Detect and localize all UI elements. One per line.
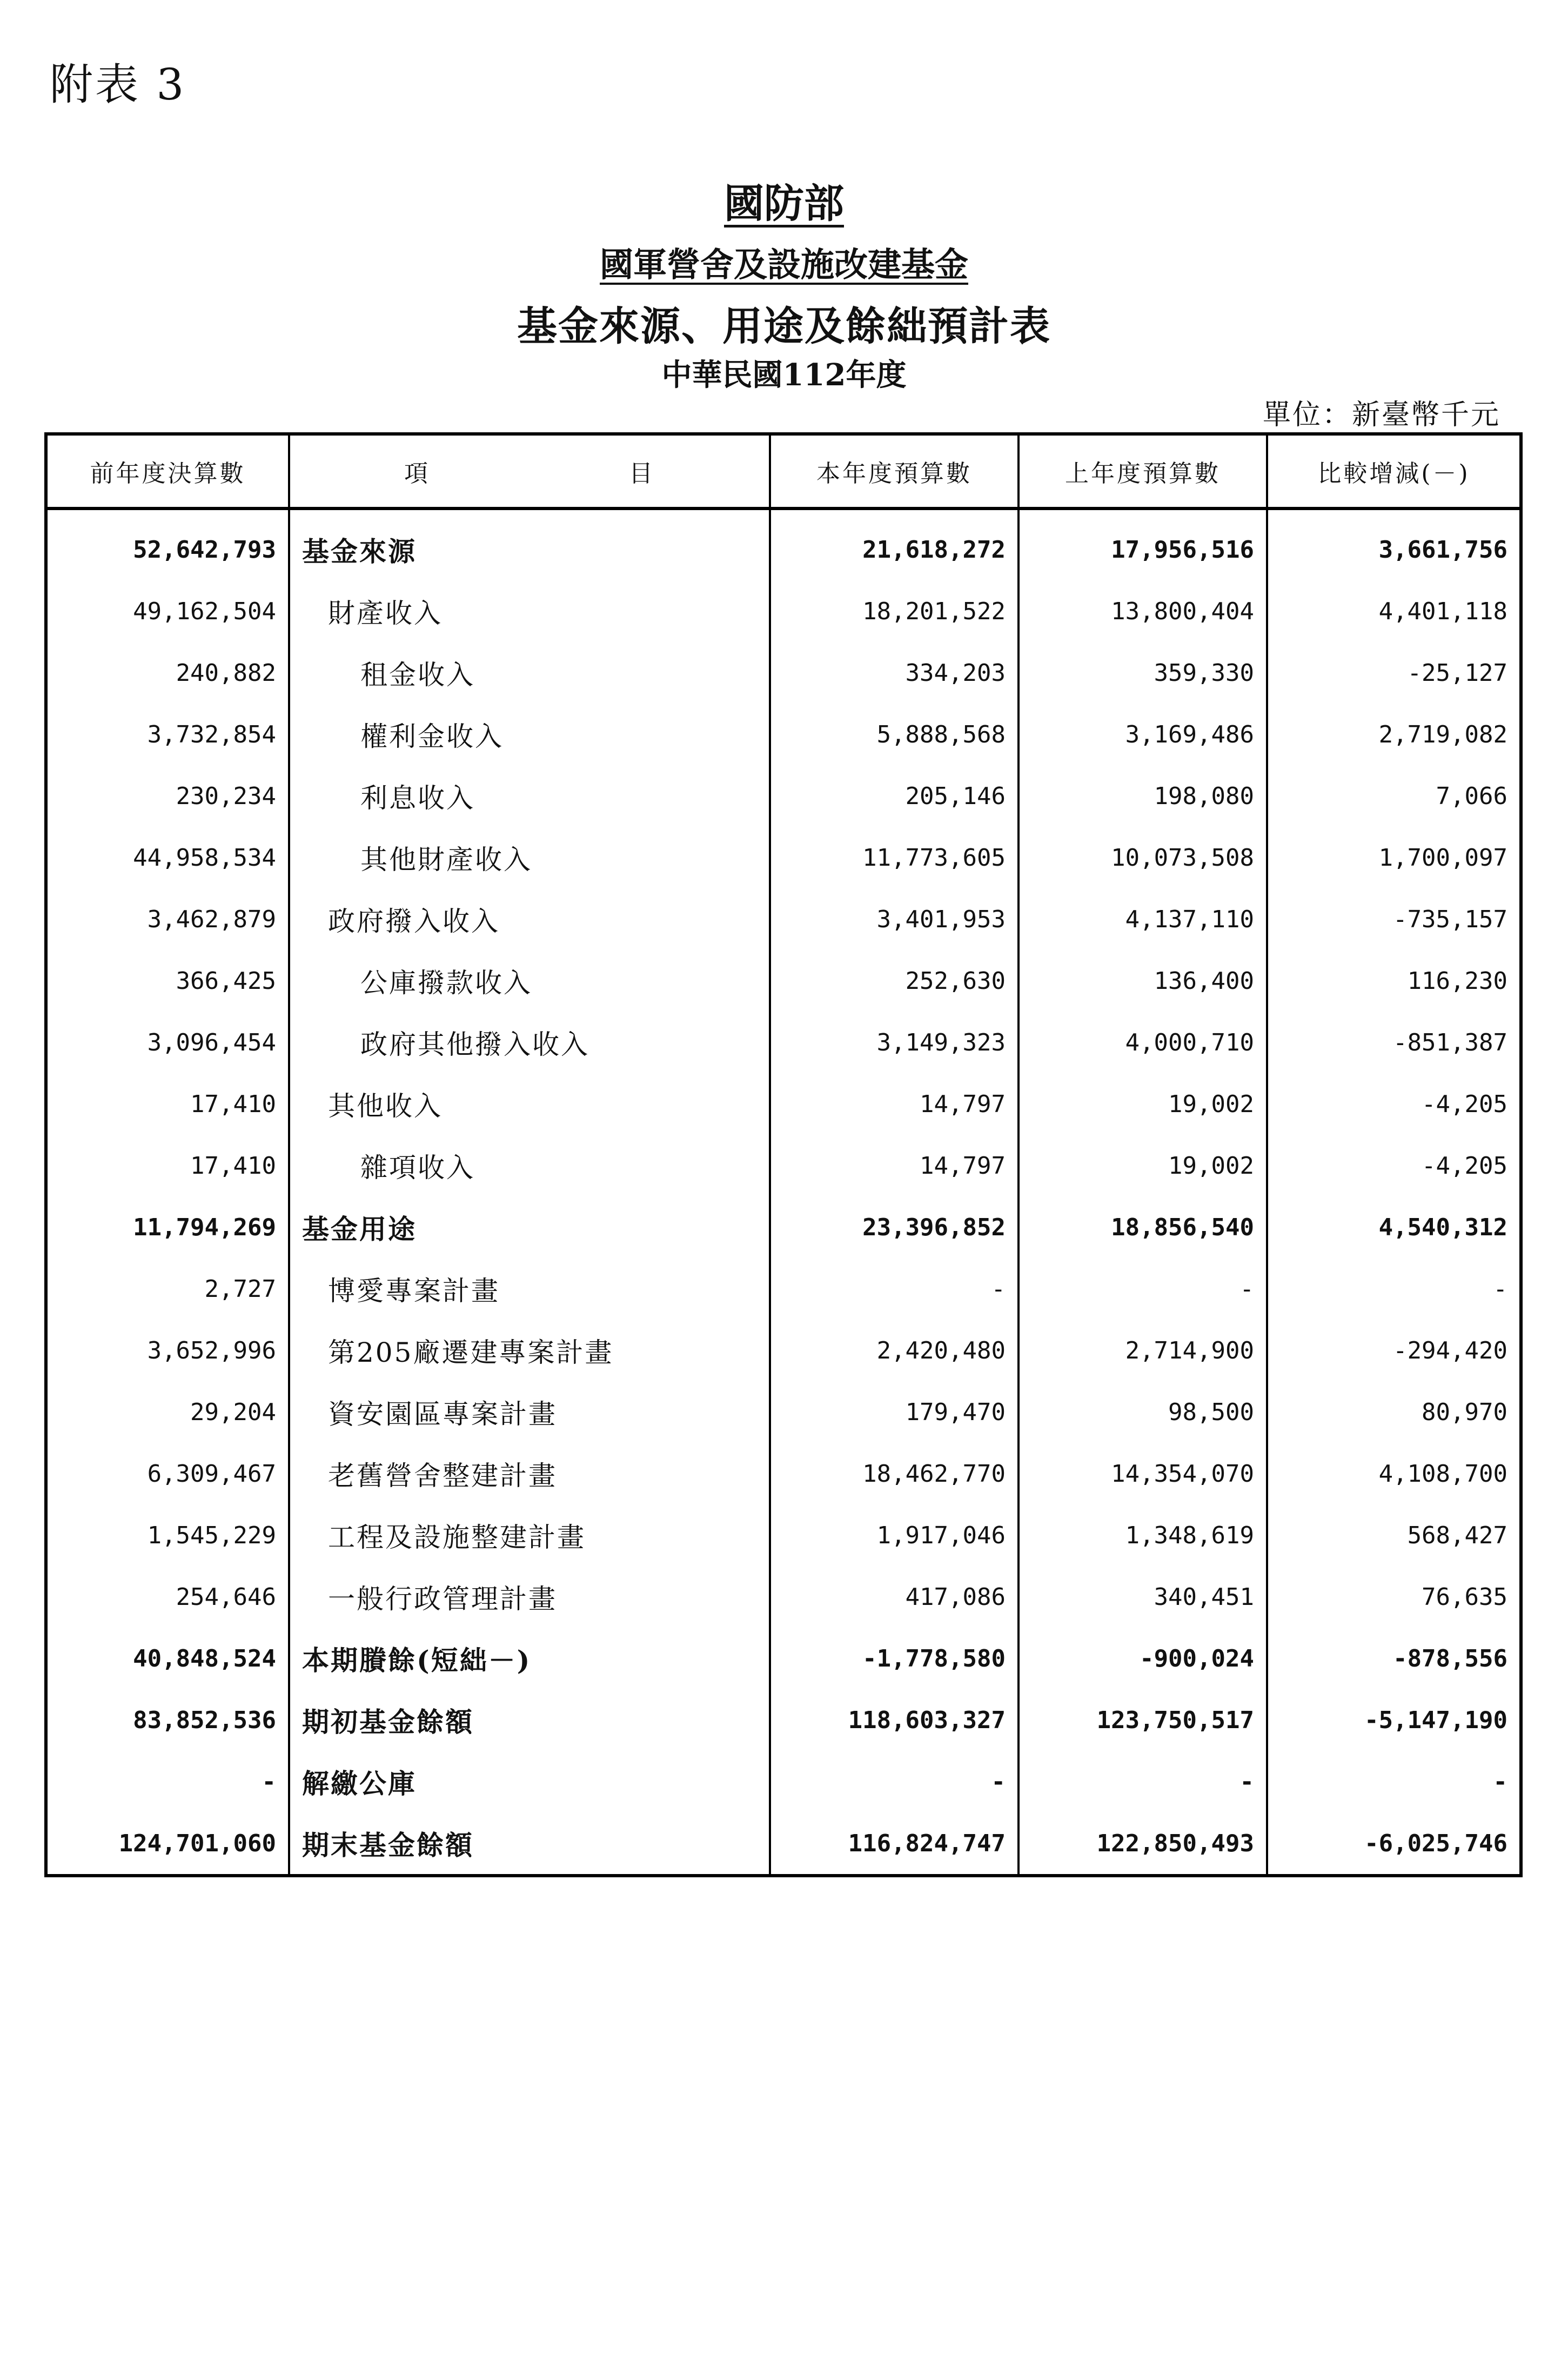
cell-last-budget: 359,330 bbox=[1018, 642, 1267, 704]
table-row bbox=[46, 508, 1521, 580]
cell-this-budget: 14,797 bbox=[770, 1073, 1018, 1135]
cell-item: 期初基金餘額 bbox=[289, 1689, 770, 1751]
table-row bbox=[46, 1504, 1521, 1566]
cell-item: 公庫撥款收入 bbox=[289, 950, 770, 1012]
cell-diff: - bbox=[1267, 1751, 1521, 1812]
cell-this-budget: 14,797 bbox=[770, 1135, 1018, 1196]
table-row bbox=[46, 704, 1521, 765]
cell-diff: -294,420 bbox=[1267, 1320, 1521, 1381]
cell-prev-actual: 3,652,996 bbox=[46, 1320, 289, 1381]
cell-this-budget: 3,401,953 bbox=[770, 888, 1018, 950]
header-prev-actual: 前年度決算數 bbox=[46, 434, 289, 508]
cell-this-budget: 116,824,747 bbox=[770, 1812, 1018, 1876]
cell-this-budget: 3,149,323 bbox=[770, 1012, 1018, 1073]
cell-item: 政府撥入收入 bbox=[289, 888, 770, 950]
budget-table bbox=[44, 432, 1523, 1877]
cell-diff: -25,127 bbox=[1267, 642, 1521, 704]
header-item bbox=[289, 434, 770, 508]
cell-diff: 116,230 bbox=[1267, 950, 1521, 1012]
header-item-left: 項 bbox=[404, 460, 430, 487]
table-row bbox=[46, 1566, 1521, 1628]
table-row bbox=[46, 1012, 1521, 1073]
cell-item: 其他收入 bbox=[289, 1073, 770, 1135]
table-row bbox=[46, 580, 1521, 642]
cell-item: 政府其他撥入收入 bbox=[289, 1012, 770, 1073]
cell-last-budget: 136,400 bbox=[1018, 950, 1267, 1012]
cell-prev-actual: 49,162,504 bbox=[46, 580, 289, 642]
cell-last-budget: 14,354,070 bbox=[1018, 1443, 1267, 1504]
appendix-label: 附表 3 bbox=[50, 59, 186, 110]
cell-item: 第205廠遷建專案計畫 bbox=[289, 1320, 770, 1381]
cell-item: 老舊營舍整建計畫 bbox=[289, 1443, 770, 1504]
cell-prev-actual: 44,958,534 bbox=[46, 827, 289, 888]
cell-prev-actual: 1,545,229 bbox=[46, 1504, 289, 1566]
cell-prev-actual: 3,462,879 bbox=[46, 888, 289, 950]
cell-item: 工程及設施整建計畫 bbox=[289, 1504, 770, 1566]
cell-this-budget: 205,146 bbox=[770, 765, 1018, 827]
cell-diff: 4,401,118 bbox=[1267, 580, 1521, 642]
cell-this-budget: 179,470 bbox=[770, 1381, 1018, 1443]
table-row bbox=[46, 765, 1521, 827]
cell-last-budget: 340,451 bbox=[1018, 1566, 1267, 1628]
header-item-right: 目 bbox=[629, 460, 655, 487]
cell-item: 基金來源 bbox=[289, 508, 770, 580]
table-row bbox=[46, 1812, 1521, 1876]
cell-this-budget: 2,420,480 bbox=[770, 1320, 1018, 1381]
cell-item: 租金收入 bbox=[289, 642, 770, 704]
header-last-budget: 上年度預算數 bbox=[1018, 434, 1267, 508]
cell-last-budget: 18,856,540 bbox=[1018, 1196, 1267, 1258]
cell-diff: -878,556 bbox=[1267, 1628, 1521, 1689]
cell-prev-actual: 52,642,793 bbox=[46, 508, 289, 580]
table-row bbox=[46, 827, 1521, 888]
cell-diff: - bbox=[1267, 1258, 1521, 1320]
table-row bbox=[46, 1628, 1521, 1689]
header-diff: 比較增減(－) bbox=[1267, 434, 1521, 508]
table-row bbox=[46, 642, 1521, 704]
table-header-row bbox=[46, 434, 1521, 508]
cell-prev-actual: 17,410 bbox=[46, 1135, 289, 1196]
cell-last-budget: 10,073,508 bbox=[1018, 827, 1267, 888]
cell-last-budget: 17,956,516 bbox=[1018, 508, 1267, 580]
cell-diff: 568,427 bbox=[1267, 1504, 1521, 1566]
cell-diff: 2,719,082 bbox=[1267, 704, 1521, 765]
cell-prev-actual: 3,732,854 bbox=[46, 704, 289, 765]
table-row bbox=[46, 1258, 1521, 1320]
cell-this-budget: 11,773,605 bbox=[770, 827, 1018, 888]
cell-diff: 4,540,312 bbox=[1267, 1196, 1521, 1258]
cell-item: 其他財產收入 bbox=[289, 827, 770, 888]
cell-diff: -4,205 bbox=[1267, 1135, 1521, 1196]
cell-prev-actual: - bbox=[46, 1751, 289, 1812]
cell-last-budget: 3,169,486 bbox=[1018, 704, 1267, 765]
cell-prev-actual: 83,852,536 bbox=[46, 1689, 289, 1751]
cell-prev-actual: 29,204 bbox=[46, 1381, 289, 1443]
cell-last-budget: 4,137,110 bbox=[1018, 888, 1267, 950]
cell-this-budget: - bbox=[770, 1751, 1018, 1812]
ministry-title: 國防部 bbox=[724, 180, 844, 227]
cell-item: 本期賸餘(短絀－) bbox=[289, 1628, 770, 1689]
cell-item: 利息收入 bbox=[289, 765, 770, 827]
cell-diff: -851,387 bbox=[1267, 1012, 1521, 1073]
cell-item: 資安園區專案計畫 bbox=[289, 1381, 770, 1443]
cell-prev-actual: 124,701,060 bbox=[46, 1812, 289, 1876]
cell-item: 解繳公庫 bbox=[289, 1751, 770, 1812]
table-row bbox=[46, 1196, 1521, 1258]
cell-diff: -5,147,190 bbox=[1267, 1689, 1521, 1751]
cell-diff: 7,066 bbox=[1267, 765, 1521, 827]
cell-diff: 76,635 bbox=[1267, 1566, 1521, 1628]
cell-item: 期末基金餘額 bbox=[289, 1812, 770, 1876]
cell-last-budget: 123,750,517 bbox=[1018, 1689, 1267, 1751]
cell-last-budget: 2,714,900 bbox=[1018, 1320, 1267, 1381]
cell-last-budget: 4,000,710 bbox=[1018, 1012, 1267, 1073]
table-row bbox=[46, 1443, 1521, 1504]
header-this-budget: 本年度預算數 bbox=[770, 434, 1018, 508]
cell-prev-actual: 254,646 bbox=[46, 1566, 289, 1628]
table-row bbox=[46, 1381, 1521, 1443]
cell-diff: 4,108,700 bbox=[1267, 1443, 1521, 1504]
cell-item: 基金用途 bbox=[289, 1196, 770, 1258]
cell-prev-actual: 2,727 bbox=[46, 1258, 289, 1320]
cell-prev-actual: 230,234 bbox=[46, 765, 289, 827]
cell-prev-actual: 366,425 bbox=[46, 950, 289, 1012]
cell-last-budget: 122,850,493 bbox=[1018, 1812, 1267, 1876]
cell-diff: -735,157 bbox=[1267, 888, 1521, 950]
cell-item: 博愛專案計畫 bbox=[289, 1258, 770, 1320]
table-row bbox=[46, 950, 1521, 1012]
cell-prev-actual: 11,794,269 bbox=[46, 1196, 289, 1258]
cell-prev-actual: 3,096,454 bbox=[46, 1012, 289, 1073]
cell-prev-actual: 17,410 bbox=[46, 1073, 289, 1135]
cell-last-budget: 19,002 bbox=[1018, 1135, 1267, 1196]
cell-last-budget: - bbox=[1018, 1751, 1267, 1812]
cell-this-budget: 5,888,568 bbox=[770, 704, 1018, 765]
unit-label: 單位：新臺幣千元 bbox=[1262, 399, 1500, 431]
cell-diff: 1,700,097 bbox=[1267, 827, 1521, 888]
table-row bbox=[46, 1689, 1521, 1751]
table-row bbox=[46, 1135, 1521, 1196]
report-title: 基金來源、用途及餘絀預計表 bbox=[517, 303, 1051, 350]
table-row bbox=[46, 888, 1521, 950]
cell-diff: 3,661,756 bbox=[1267, 508, 1521, 580]
cell-item: 權利金收入 bbox=[289, 704, 770, 765]
cell-this-budget: 417,086 bbox=[770, 1566, 1018, 1628]
table-row bbox=[46, 1073, 1521, 1135]
cell-this-budget: 23,396,852 bbox=[770, 1196, 1018, 1258]
cell-this-budget: 21,618,272 bbox=[770, 508, 1018, 580]
cell-last-budget: 198,080 bbox=[1018, 765, 1267, 827]
cell-last-budget: 98,500 bbox=[1018, 1381, 1267, 1443]
cell-item: 財產收入 bbox=[289, 580, 770, 642]
cell-prev-actual: 40,848,524 bbox=[46, 1628, 289, 1689]
cell-last-budget: 19,002 bbox=[1018, 1073, 1267, 1135]
cell-last-budget: 13,800,404 bbox=[1018, 580, 1267, 642]
cell-item: 一般行政管理計畫 bbox=[289, 1566, 770, 1628]
cell-this-budget: -1,778,580 bbox=[770, 1628, 1018, 1689]
cell-this-budget: 252,630 bbox=[770, 950, 1018, 1012]
cell-diff: 80,970 bbox=[1267, 1381, 1521, 1443]
cell-this-budget: 18,462,770 bbox=[770, 1443, 1018, 1504]
cell-prev-actual: 6,309,467 bbox=[46, 1443, 289, 1504]
table-row bbox=[46, 1320, 1521, 1381]
fiscal-year: 中華民國112年度 bbox=[661, 357, 907, 393]
fund-title: 國軍營舍及設施改建基金 bbox=[599, 245, 968, 284]
table-row bbox=[46, 1751, 1521, 1812]
cell-diff: -4,205 bbox=[1267, 1073, 1521, 1135]
cell-this-budget: 1,917,046 bbox=[770, 1504, 1018, 1566]
cell-this-budget: 334,203 bbox=[770, 642, 1018, 704]
cell-last-budget: -900,024 bbox=[1018, 1628, 1267, 1689]
cell-last-budget: 1,348,619 bbox=[1018, 1504, 1267, 1566]
cell-this-budget: 18,201,522 bbox=[770, 580, 1018, 642]
cell-this-budget: 118,603,327 bbox=[770, 1689, 1018, 1751]
cell-diff: -6,025,746 bbox=[1267, 1812, 1521, 1876]
cell-last-budget: - bbox=[1018, 1258, 1267, 1320]
cell-this-budget: - bbox=[770, 1258, 1018, 1320]
cell-item: 雜項收入 bbox=[289, 1135, 770, 1196]
cell-prev-actual: 240,882 bbox=[46, 642, 289, 704]
